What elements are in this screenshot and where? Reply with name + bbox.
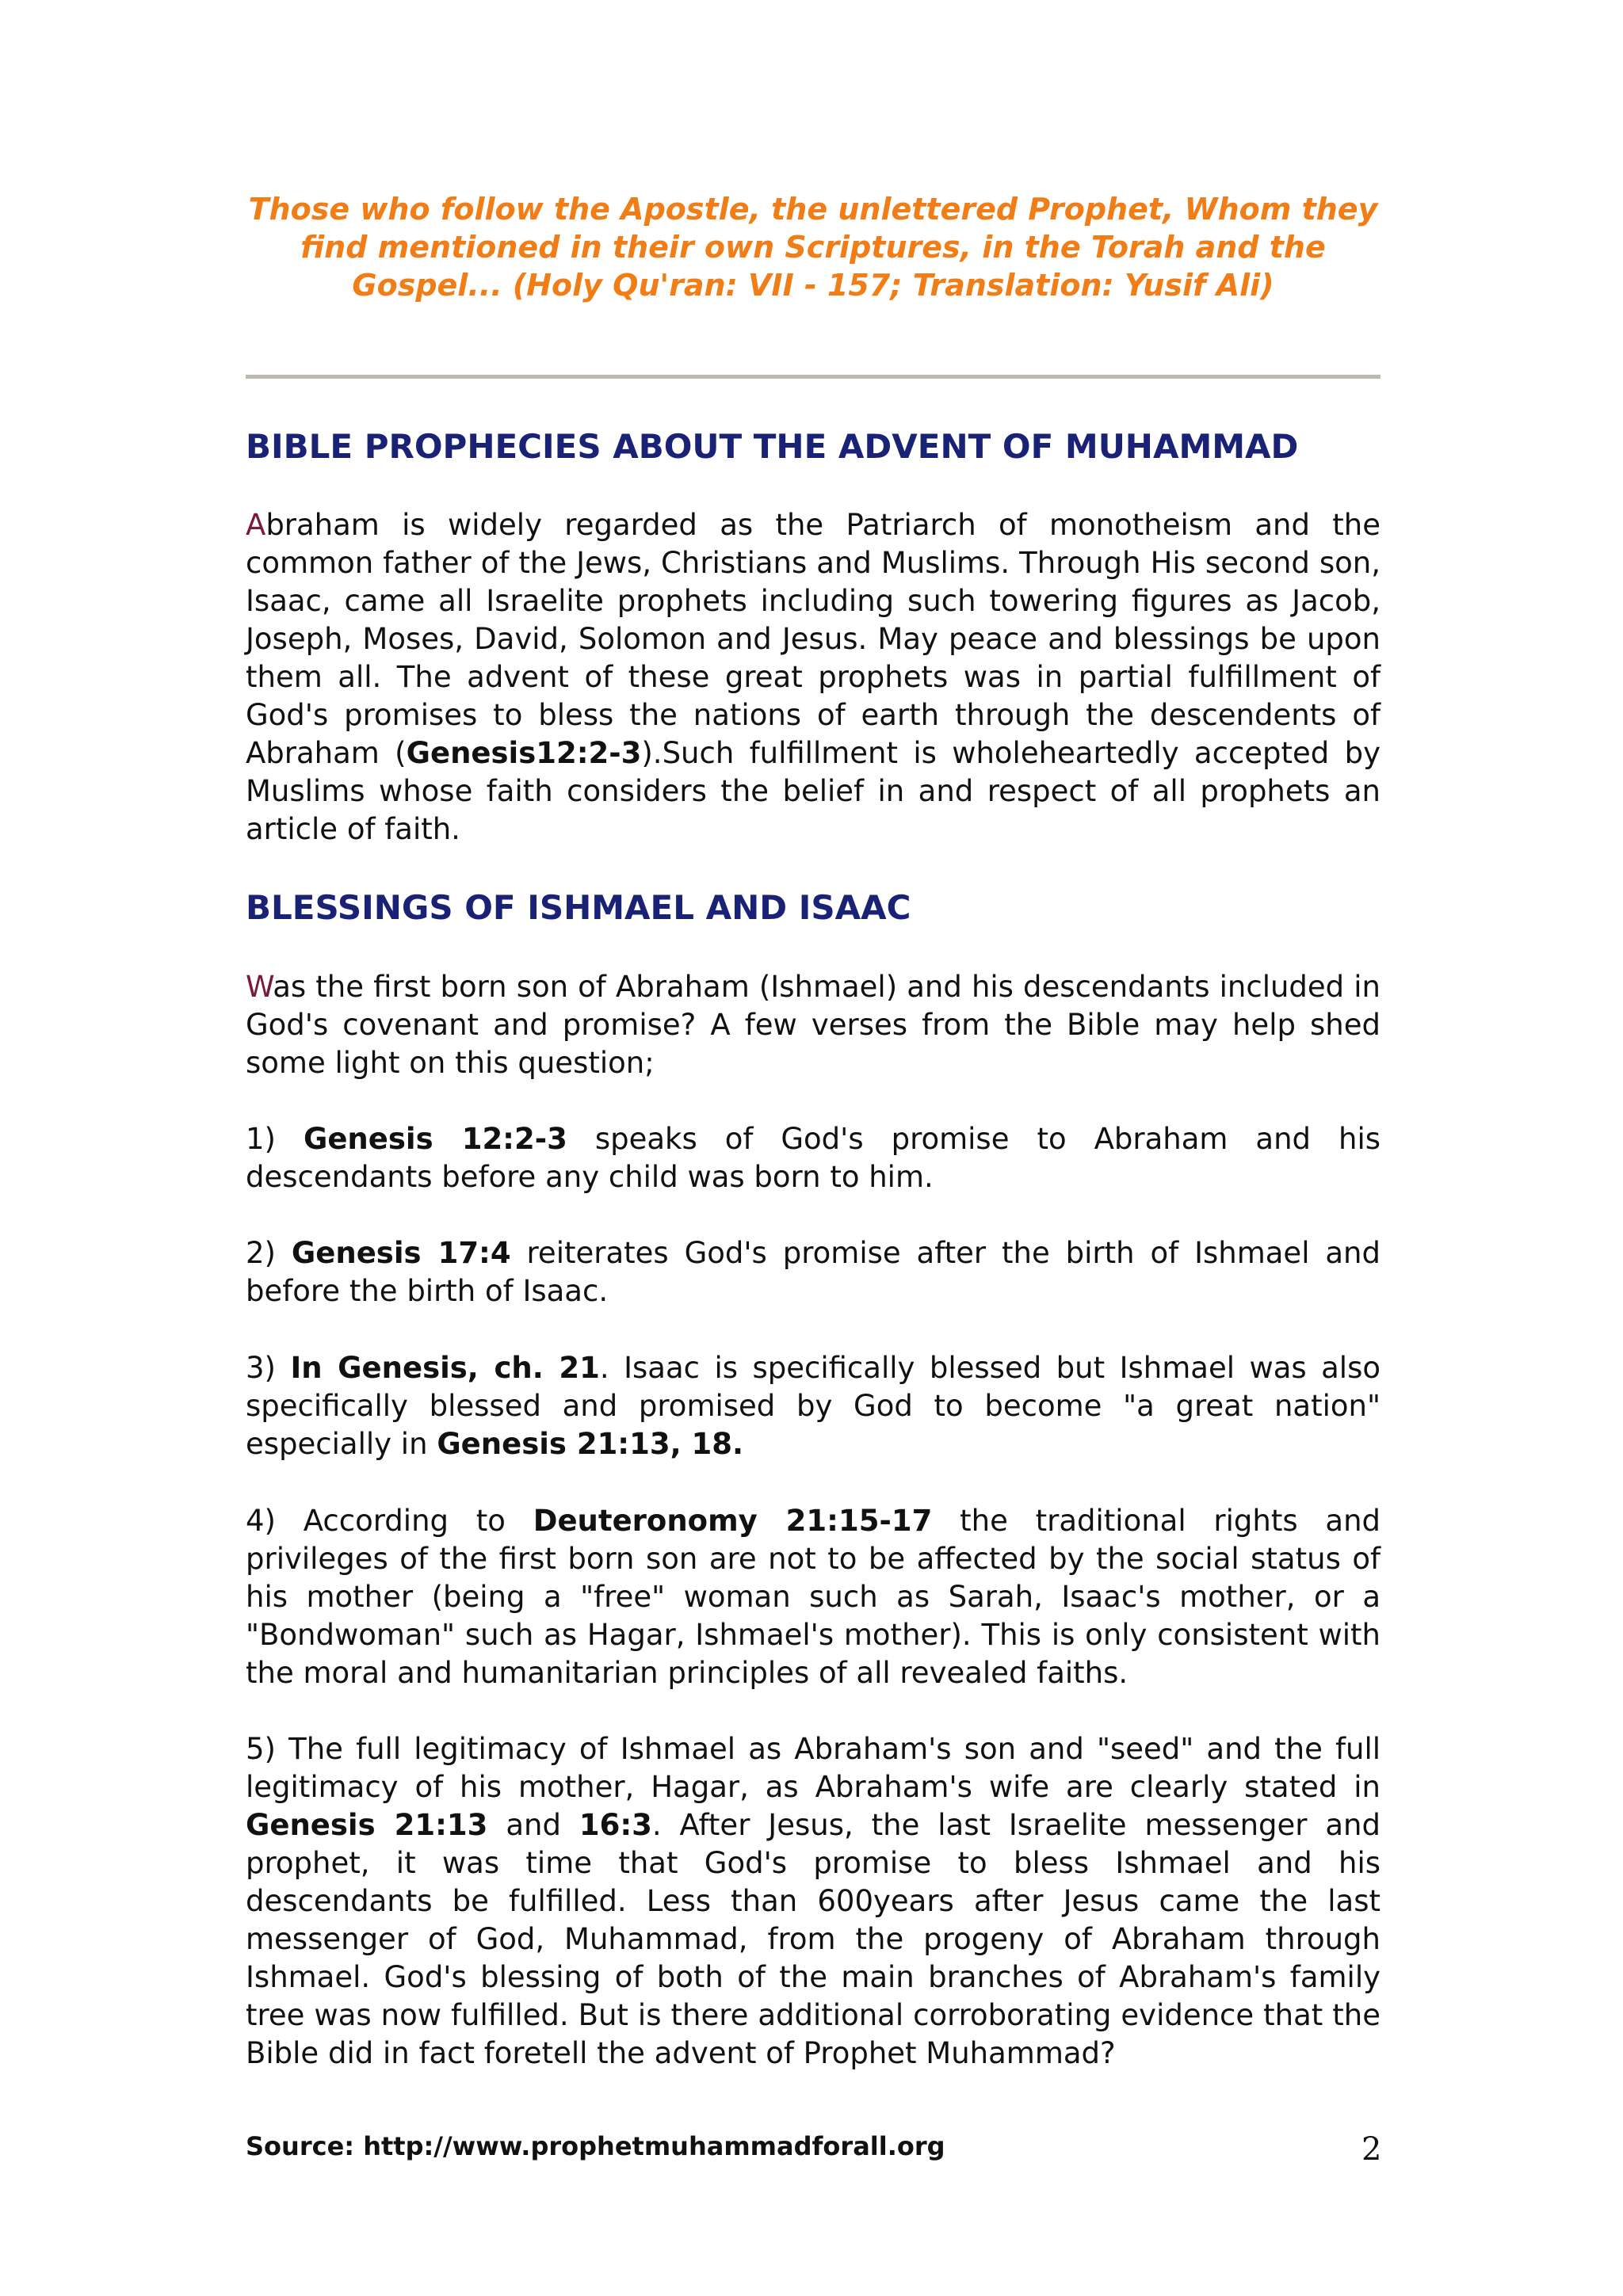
bible-reference: 16:3 <box>579 1808 652 1842</box>
bible-reference: Genesis 21:13 <box>246 1808 488 1842</box>
bible-reference: Genesis 12:2-3 <box>303 1122 567 1156</box>
drop-letter: W <box>246 970 273 1004</box>
bible-reference: Deuteronomy 21:15-17 <box>533 1504 933 1538</box>
text: . After Jesus, the last Israelite messenger and prophet, it was time that God's promise to bless Ishmael and his descendants be fulfilled. Less than 600years after Jesus came the last messenger of God, Muhammad, from the progeny of Abraham through Ishmael. God's blessing of both of the main branches of Abraham's family tree was now fulfilled. But is there additional corroborating evidence that the Bible did in fact foretell the advent of Prophet Muhammad? <box>246 1808 1381 2070</box>
text: The full legitimacy of Ishmael as Abraham's son and "seed" and the full legitimacy of his mother, Hagar, as Abraham's wife are clearly stated in <box>246 1732 1381 1804</box>
item-number: 2) <box>246 1236 276 1270</box>
page-number: 2 <box>1361 2131 1382 2168</box>
text: reiterates God's promise after the birth of Ishmael and before the birth of Isaac. <box>246 1236 1381 1308</box>
section-heading-prophecies: BIBLE PROPHECIES ABOUT THE ADVENT OF MUHAMMAD <box>246 427 1299 466</box>
text: braham is widely regarded as the Patriarch of monotheism and the common father of the Jews, Christians and Muslims. Through His second son, Isaac, came all Israelite prophets including such towering figures as Jacob, Joseph, Moses, David, Solomon and Jesus. May peace and blessings be upon them all. The advent of these great prophets was in partial fulfillment of God's promises to bless the nations of earth through the descendents of Abraham ( <box>246 508 1381 770</box>
paragraph-abraham <box>246 506 1381 849</box>
source-footer: Source: http://www.prophetmuhammadforall.org <box>246 2131 945 2161</box>
divider <box>246 375 1381 379</box>
text: and <box>506 1808 561 1842</box>
bible-reference: Genesis12:2-3 <box>406 736 642 770</box>
text: ).Such fulfillment is wholeheartedly accepted by Muslims whose faith considers the belief in and respect of all prophets an article of faith. <box>246 736 1381 846</box>
list-item <box>246 1120 1381 1196</box>
drop-letter: A <box>246 508 266 542</box>
bible-reference: In Genesis, ch. 21 <box>290 1351 600 1385</box>
text: speaks of God's promise to Abraham and his descendants before any child was born to him. <box>246 1122 1381 1194</box>
item-number: 1) <box>246 1122 276 1156</box>
bible-reference: Genesis 17:4 <box>291 1236 511 1270</box>
item-number: 5) <box>246 1732 276 1766</box>
list-item <box>246 1730 1381 2073</box>
item-number: 4) According to <box>246 1504 506 1538</box>
text: . Isaac is specifically blessed but Ishmael was also specifically blessed and promised by God to become "a great nation" especially in <box>246 1351 1381 1461</box>
item-number: 3) <box>246 1351 276 1385</box>
list-item <box>246 1349 1381 1463</box>
text: as the first born son of Abraham (Ishmael) and his descendants included in God's covenant and promise? A few verses from the Bible may help shed some light on this question; <box>246 970 1381 1080</box>
epigraph-quote: Those who follow the Apostle, the unlettered Prophet, Whom they find mentioned in their own Scriptures, in the Torah and the Gospel... (Holy Qu'ran: VII - 157; Translation: Yusif Ali) <box>248 192 1378 303</box>
bible-reference: Genesis 21:13, 18. <box>437 1427 744 1461</box>
text: the traditional rights and privileges of the first born son are not to be affected by the social status of his mother (being a "free" woman such as Sarah, Isaac's mother, or a "Bondwoman" such as Hagar, Ishmael's mother). This is only consistent with the moral and humanitarian principles of all revealed faiths. <box>246 1504 1381 1690</box>
paragraph-intro <box>246 968 1381 1082</box>
list-item <box>246 1502 1381 1692</box>
section-heading-blessings: BLESSINGS OF ISHMAEL AND ISAAC <box>246 888 911 927</box>
list-item <box>246 1234 1381 1310</box>
